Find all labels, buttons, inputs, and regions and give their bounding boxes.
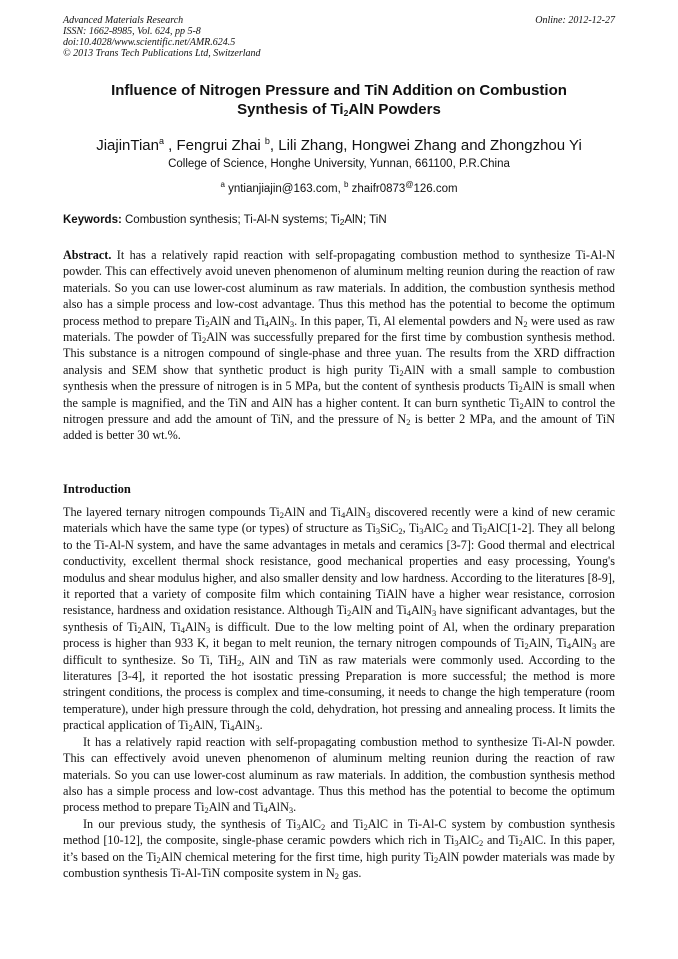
subscript: 2 [399,367,404,378]
keywords-text: Combustion synthesis; Ti-Al-N systems; Ti [121,214,340,226]
text-run: AlN [410,603,432,618]
subscript: 2 [347,608,352,619]
subscript: 3 [206,624,211,635]
text-run: discovered recently were a kind of new ceramic materials which have the same type (or types) of structure as Ti [63,505,615,536]
subscript: 3 [366,510,371,520]
author-name: JiajinTian [96,137,159,154]
author-name: , Fengrui Zhai [164,137,265,154]
text-run: AlN and Ti [209,313,265,328]
text-run: AlN powder materials was made by combustion synthesis Ti-Al-TiN composite system in N [63,849,615,880]
text-run: AlN [345,505,367,519]
journal-issn: ISSN: 1662-8985, Vol. 624, pp 5-8 [63,26,201,37]
subscript: 2 [137,624,142,635]
subscript: 4 [340,510,346,520]
email-mark: a [220,180,225,189]
subscript: 3 [255,723,260,734]
text-run: . In this paper, Ti, Al elemental powders and N [294,313,524,328]
subscript: 2 [188,723,193,734]
affiliation: College of Science, Honghe University, Yunnan, 661100, P.R.China [168,158,510,170]
subscript: 2 [406,417,411,428]
text-run: . [259,718,263,733]
subscript: 2 [279,510,285,520]
subscript: 2 [524,641,529,652]
subscript: 2 [363,821,368,832]
text-run: AlC [458,833,479,848]
subscript: 2 [518,838,523,849]
journal-name: Advanced Materials Research [63,15,184,26]
text-run: It has a relatively rapid reaction with self-propagating combustion method to synthesize Ti-Al-N powder. This can effectively avoid uneven phenomenon of aluminum melting reunion during the reaction of raw materials. So you can use lower-cost aluminum as raw materials. In addition, the combustion synthesis method also has a simple process and low-cost advantage. Thus this method has the potential to become the optimum process method to prepare Ti [63,734,615,815]
journal-copyright: © 2013 Trans Tech Publications Ltd, Switzerland [63,48,261,59]
text-run: In our previous study, the synthesis of Ti [83,816,297,831]
intro-paragraph-3 [63,816,615,882]
subscript: 3 [431,608,437,619]
text-run: AlC in Ti-Al-C system by combustion synthesis method [10-12], the composite, single-phase ceramic powders which rich in Ti [63,816,615,848]
subscript: 2 [519,400,524,411]
abstract-paragraph [63,247,615,444]
intro-paragraph-1 [63,504,615,734]
text-run: SiC [380,521,399,536]
subscript: 2 [321,821,326,832]
text-run: AlN [268,313,290,328]
subscript: 2 [518,384,523,395]
online-date: Online: 2012-12-27 [535,15,615,26]
text-run: AlN [185,619,206,634]
text-run: and Ti [448,521,483,536]
journal-header [63,15,615,59]
subscript: 2 [482,526,487,537]
title-subscript: 2 [343,108,349,118]
subscript: 2 [201,335,207,346]
text-run: , Ti [402,521,420,536]
text-run: is difficult. Due to the low melting point of Al, when the ordinary preparation process is higher than 933 K, it began to melt reunion, the ternary nitrogen compounds of Ti [63,619,615,651]
keywords-text: AlN; TiN [344,214,387,226]
text-run: is better 2 MPa, and the amount of TiN added is better 30 wt.%. [63,412,615,443]
subscript: 3 [288,805,294,816]
subscript: 4 [264,318,269,329]
text-run: AlC. In this paper, it’s based on the Ti [63,833,615,864]
intro-paragraph-2 [63,734,615,816]
text-run: AlN [267,800,289,815]
text-run: AlC [423,521,444,536]
text-run: and Ti [483,833,519,848]
text-run: . [293,800,297,815]
text-run: AlC [300,816,322,831]
journal-doi: doi:10.4028/www.scientific.net/AMR.624.5 [63,37,236,48]
text-run: have significant advantages, but the synthesis of Ti [63,603,615,634]
subscript: 2 [204,805,209,816]
title-line-1: Influence of Nitrogen Pressure and TiN Addition on Combustion [111,82,567,99]
text-run: AlN and Ti [208,800,264,815]
email-address: 126.com [413,182,458,195]
subscript: 3 [296,821,301,832]
author-affil-mark: a [159,136,165,146]
text-run: It has a relatively rapid reaction with self-propagating combustion method to synthesize Ti-Al-N powder. This can effectively avoid uneven phenomenon of aluminum melting reunion during the reaction of raw materials. So you can use lower-cost aluminum as raw materials. In addition, the combustion synthesis method also has a simple process and low-cost advantage. Thus this method has the potential to become the optimum process method to prepare Ti [63,248,615,328]
subscript: 2 [205,318,210,329]
abstract [63,247,615,444]
subscript: 4 [230,723,235,734]
subscript: 3 [592,641,597,652]
title-line-2 [63,100,615,119]
text-run: The layered ternary nitrogen compounds Ti [63,505,280,519]
subscript: 3 [419,526,424,537]
email-at-sign: @ [405,180,414,189]
subscript: 4 [406,608,411,619]
subscript: 2 [334,870,340,881]
paper-title [63,81,615,119]
keywords-subscript: 2 [339,217,345,227]
author-names: , Lili Zhang, Hongwei Zhang and Zhongzhou Yi [269,137,582,154]
subscript: 2 [478,838,484,849]
subscript: 2 [434,854,439,865]
text-run: AlN chemical metering for the first time, high purity Ti [160,849,435,864]
text-run: and Ti [325,816,364,831]
text-run: AlN, Ti [192,718,231,733]
subscript: 4 [566,641,572,652]
introduction-body [63,504,615,881]
subscript: 3 [454,838,459,849]
subscript: 3 [375,526,381,537]
author-list [30,132,648,155]
subscript: 2 [237,657,242,668]
text-run: were used as raw materials. The powder of Ti [63,313,615,345]
text-run: AlN is small when the sample is magnified, and the TiN and AlN has a higher content. It can burn synthetic Ti [63,379,616,410]
text-run: , AlN and TiN as raw materials were commonly used. According to the literatures [3-4], it reported the hot isostatic pressing Preparation is more successful; the method is more stringent conditions, the process is complex and time-consuming, it needs to change the high temperature (room temperature), under high pressure through the cold, dehydration, hot pressing and annealing process. It limits the practical application of Ti [63,652,615,733]
subscript: 4 [263,805,268,816]
subscript: 4 [180,624,185,635]
text-run: gas. [339,865,362,880]
title-text: Synthesis of Ti [237,101,344,118]
email-mark: b [343,180,349,189]
subscript: 2 [398,526,403,537]
subscript: 3 [289,318,295,329]
keywords-label: Keywords: [63,214,122,226]
abstract-label: Abstract. [63,248,112,262]
subscript: 2 [156,854,161,865]
text-run: AlN with a small sample to combustion synthesis when the pressure of nitrogen is in 5 MPa, but the content of synthesis products Ti [63,362,615,394]
keywords [63,213,615,227]
section-heading-introduction: Introduction [63,482,131,496]
email-address: zhaifr0873 [348,182,406,195]
text-run: AlN and Ti [351,603,407,618]
email-address: yntianjiajin@163.com, [224,182,344,195]
text-run: are difficult to synthesize. So Ti, TiH [63,636,616,667]
title-text: AlN Powders [348,101,441,118]
text-run: AlN [234,718,256,733]
text-run: AlC[1-2]. They all belong to the Ti-Al-N system, and have the same advantages in metals and ceramics [3-7]: Good thermal and electrical conductivity, excellent thermal shock resistance, good mechanical properties and easy processing, Young's modulus and shear modulus higher, and also smaller density and low hardness. According to the literatures [8-9], it reported that a variety of composite film which containing TiAlN have a higher wear resistance, corrosion resistance, hardness and oxidation resistance. Although Ti [63,521,616,618]
subscript: 2 [443,526,449,537]
text-run: AlN [571,636,593,651]
text-run: AlN, Ti [528,636,567,651]
subscript: 2 [523,318,528,329]
text-run: AlN, Ti [141,619,181,634]
author-affil-mark: b [264,136,270,146]
author-emails [63,178,615,196]
text-run: AlN and Ti [284,505,341,519]
text-run: AlN to control the nitrogen pressure and add the amount of TiN, and the pressure of N [63,395,615,427]
text-run: AlN was successfully prepared for the first time by combustion synthesis method. This substance is a nitrogen compound of single-phase and three yuan. The results from the XRD diffraction analysis and SEM show that synthetic product is high purity Ti [63,330,615,377]
